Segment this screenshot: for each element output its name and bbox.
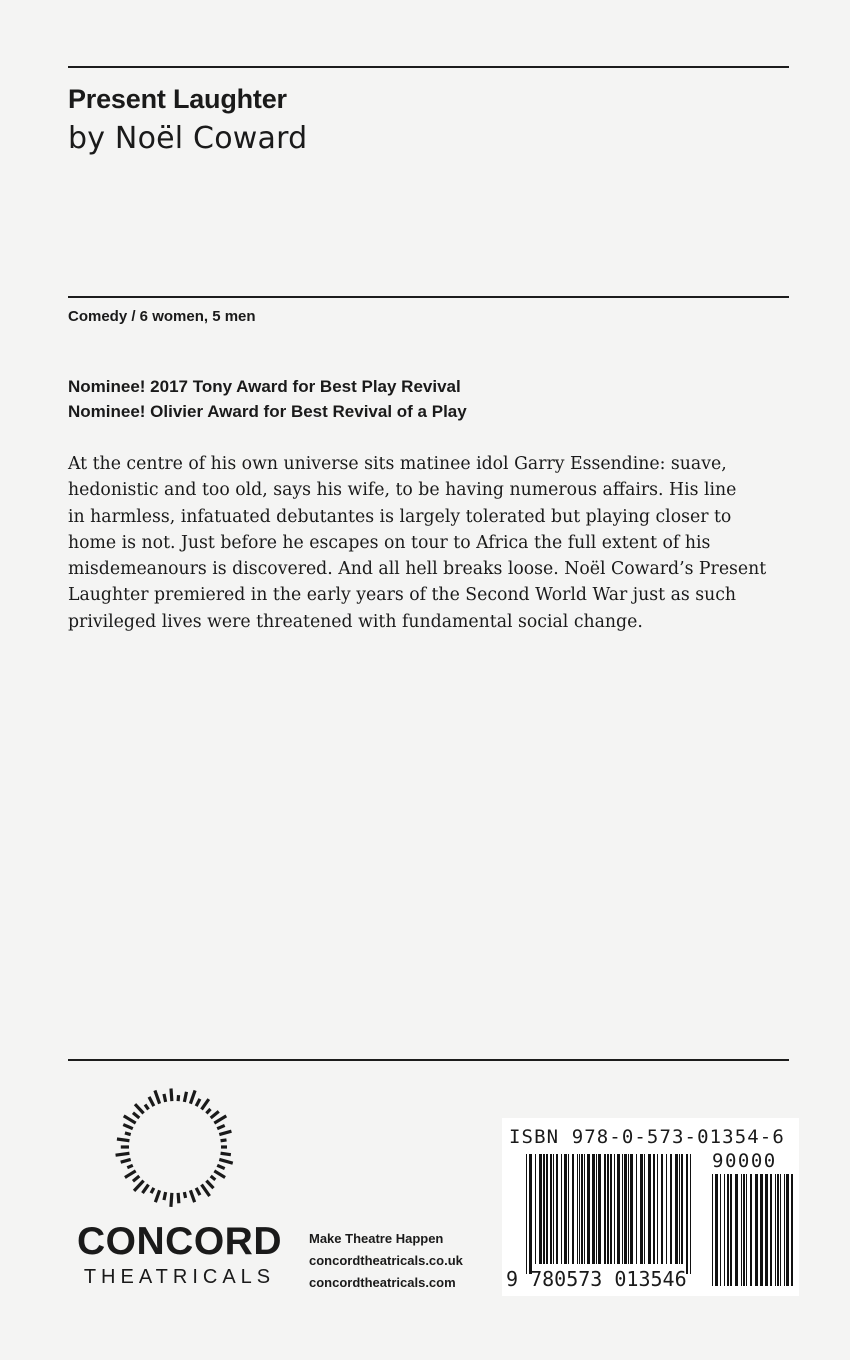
logo-dash bbox=[149, 1097, 154, 1106]
isbn-label: ISBN 978-0-573-01354-6 bbox=[509, 1126, 785, 1148]
logo-dash bbox=[145, 1105, 148, 1110]
barcode-bar bbox=[690, 1154, 691, 1274]
barcode-bar bbox=[636, 1154, 637, 1264]
barcode-bar bbox=[556, 1154, 558, 1264]
barcode-bar bbox=[755, 1174, 758, 1286]
logo-dash bbox=[164, 1094, 166, 1102]
logo-dash bbox=[135, 1104, 144, 1113]
barcode-bar bbox=[550, 1154, 552, 1264]
barcode-bar bbox=[712, 1174, 713, 1286]
logo-dash bbox=[211, 1111, 219, 1118]
barcode-bar bbox=[614, 1154, 615, 1264]
logo-dash bbox=[125, 1133, 131, 1135]
barcode-bar bbox=[784, 1174, 785, 1286]
logo-dash bbox=[134, 1181, 144, 1191]
barcode-bar bbox=[617, 1154, 620, 1264]
barcode-bar bbox=[543, 1154, 545, 1264]
logo-dash bbox=[121, 1159, 131, 1162]
logo-dash bbox=[219, 1131, 231, 1134]
barcode-bar bbox=[775, 1174, 776, 1286]
barcode-bar bbox=[572, 1154, 574, 1264]
top-rule bbox=[68, 66, 789, 68]
isbn-barcode bbox=[502, 1118, 799, 1296]
logo-dash bbox=[124, 1116, 136, 1123]
logo-dash bbox=[125, 1171, 136, 1178]
logo-dash bbox=[219, 1159, 232, 1163]
barcode-bar bbox=[730, 1174, 732, 1286]
barcode-bar bbox=[657, 1154, 658, 1264]
logo-dash bbox=[171, 1089, 172, 1102]
logo-dash bbox=[117, 1139, 129, 1141]
logo-dash bbox=[214, 1116, 226, 1123]
barcode-bar bbox=[561, 1154, 562, 1264]
synopsis-line: in harmless, infatuated debutantes is largely tolerated but playing closer to bbox=[68, 506, 732, 527]
barcode-bar bbox=[579, 1154, 580, 1264]
barcode-bar bbox=[681, 1154, 683, 1264]
barcode-bar bbox=[735, 1174, 738, 1286]
logo-dash bbox=[133, 1176, 139, 1181]
barcode-bar bbox=[743, 1174, 745, 1286]
award-line: Nominee! Olivier Award for Best Revival of a Play bbox=[68, 402, 467, 421]
barcode-bar bbox=[770, 1174, 772, 1286]
barcode-bar bbox=[607, 1154, 609, 1264]
logo-dash bbox=[155, 1190, 159, 1202]
barcode-bar bbox=[648, 1154, 651, 1264]
logo-dash bbox=[190, 1090, 195, 1103]
barcode-bar bbox=[653, 1154, 655, 1264]
barcode-bar bbox=[539, 1154, 542, 1264]
awards bbox=[68, 374, 467, 424]
barcode-bar bbox=[577, 1154, 578, 1264]
logo-dash bbox=[211, 1176, 216, 1180]
synopsis-line: hedonistic and too old, says his wife, to be having numerous affairs. His line bbox=[68, 480, 737, 501]
logo-dash bbox=[178, 1193, 179, 1203]
logo-dash bbox=[133, 1113, 139, 1118]
barcode-bar bbox=[746, 1174, 747, 1286]
barcode-bar bbox=[564, 1154, 567, 1264]
barcode-bar bbox=[727, 1174, 729, 1286]
bottom-rule bbox=[68, 1059, 789, 1061]
barcode-bar bbox=[661, 1154, 663, 1264]
publisher-name: CONCORD bbox=[77, 1220, 282, 1263]
barcode-bar bbox=[553, 1154, 554, 1264]
publisher-contact bbox=[309, 1228, 463, 1294]
barcode-bar bbox=[610, 1154, 612, 1264]
synopsis-line: At the centre of his own universe sits matinee idol Garry Essendine: suave, bbox=[68, 454, 727, 474]
logo-dash bbox=[217, 1165, 225, 1168]
addon-digits: 90000 bbox=[712, 1150, 777, 1172]
barcode-bar bbox=[791, 1174, 793, 1286]
logo-dash bbox=[164, 1192, 166, 1200]
barcode-bar bbox=[598, 1154, 601, 1264]
synopsis bbox=[68, 451, 793, 635]
play-title: Present Laughter bbox=[68, 84, 287, 114]
logo-dash bbox=[221, 1153, 231, 1154]
barcode-bar bbox=[670, 1154, 672, 1264]
logo-dash bbox=[184, 1092, 186, 1102]
ean-digits: 9 780573 013546 bbox=[506, 1267, 687, 1291]
barcode-bar bbox=[666, 1154, 667, 1264]
barcode-bar bbox=[604, 1154, 606, 1264]
logo-dash bbox=[127, 1165, 133, 1167]
synopsis-line: Laughter premiered in the early years of the Second World War just as such bbox=[68, 585, 737, 606]
logo-dash bbox=[151, 1188, 154, 1193]
barcode-bar bbox=[780, 1174, 781, 1286]
logo-dash bbox=[116, 1153, 130, 1155]
barcode-bar bbox=[584, 1154, 585, 1264]
play-author: by Noël Coward bbox=[68, 121, 308, 156]
barcode-bar bbox=[622, 1154, 623, 1264]
logo-dash bbox=[206, 1109, 210, 1113]
barcode-bar bbox=[760, 1174, 763, 1286]
barcode-bar bbox=[644, 1154, 645, 1264]
logo-dash bbox=[214, 1171, 225, 1178]
logo-dash bbox=[202, 1185, 210, 1196]
website-uk: concordtheatricals.co.uk bbox=[309, 1253, 463, 1268]
award-line: Nominee! 2017 Tony Award for Best Play Revival bbox=[68, 377, 461, 396]
synopsis-line: misdemeanours is discovered. And all hell breaks loose. Noël Coward’s Present bbox=[68, 559, 767, 580]
barcode-bar bbox=[750, 1174, 752, 1286]
barcode-bar bbox=[679, 1154, 680, 1264]
barcode-bar bbox=[765, 1174, 768, 1286]
barcode-bar bbox=[628, 1154, 629, 1264]
concord-logo-icon bbox=[114, 1086, 236, 1208]
synopsis-line: home is not. Just before he escapes on tour to Africa the full extent of his bbox=[68, 532, 711, 553]
tagline: Make Theatre Happen bbox=[309, 1231, 444, 1246]
barcode-bar bbox=[640, 1154, 643, 1264]
logo-dash bbox=[221, 1140, 227, 1141]
logo-dash bbox=[155, 1090, 160, 1103]
barcode-bar bbox=[526, 1154, 527, 1274]
logo-dash bbox=[171, 1193, 172, 1207]
barcode-bar bbox=[720, 1174, 721, 1286]
middle-rule bbox=[68, 296, 789, 298]
barcode-bar bbox=[741, 1174, 742, 1286]
logo-dash bbox=[217, 1125, 225, 1128]
logo-dash bbox=[190, 1190, 194, 1202]
website-com: concordtheatricals.com bbox=[309, 1275, 456, 1290]
barcode-bar bbox=[529, 1154, 532, 1274]
barcode-bar bbox=[777, 1174, 779, 1286]
barcode-bar bbox=[587, 1154, 590, 1264]
logo-dash bbox=[206, 1181, 213, 1189]
logo-dash bbox=[142, 1185, 148, 1193]
barcode-bar bbox=[568, 1154, 569, 1264]
barcode-bar bbox=[624, 1154, 627, 1264]
logo-dash bbox=[196, 1099, 200, 1106]
publisher-subname: THEATRICALS bbox=[83, 1266, 276, 1288]
barcode-bar bbox=[786, 1174, 789, 1286]
logo-dash bbox=[184, 1192, 185, 1198]
barcode-bar bbox=[546, 1154, 548, 1264]
barcode-bar bbox=[592, 1154, 595, 1264]
barcode-bar bbox=[581, 1154, 583, 1264]
barcode-bar bbox=[535, 1154, 536, 1264]
barcode-bar bbox=[630, 1154, 633, 1264]
genre-cast: Comedy / 6 women, 5 men bbox=[68, 308, 256, 325]
synopsis-line: privileged lives were threatened with fundamental social change. bbox=[68, 611, 643, 632]
barcode-bar bbox=[724, 1174, 725, 1286]
logo-dash bbox=[123, 1125, 133, 1129]
barcode-bar bbox=[596, 1154, 597, 1264]
logo-dash bbox=[196, 1188, 200, 1195]
barcode-bar bbox=[686, 1154, 688, 1274]
logo-dash bbox=[202, 1099, 209, 1109]
barcode-bar bbox=[715, 1174, 718, 1286]
barcode-bar bbox=[675, 1154, 678, 1264]
